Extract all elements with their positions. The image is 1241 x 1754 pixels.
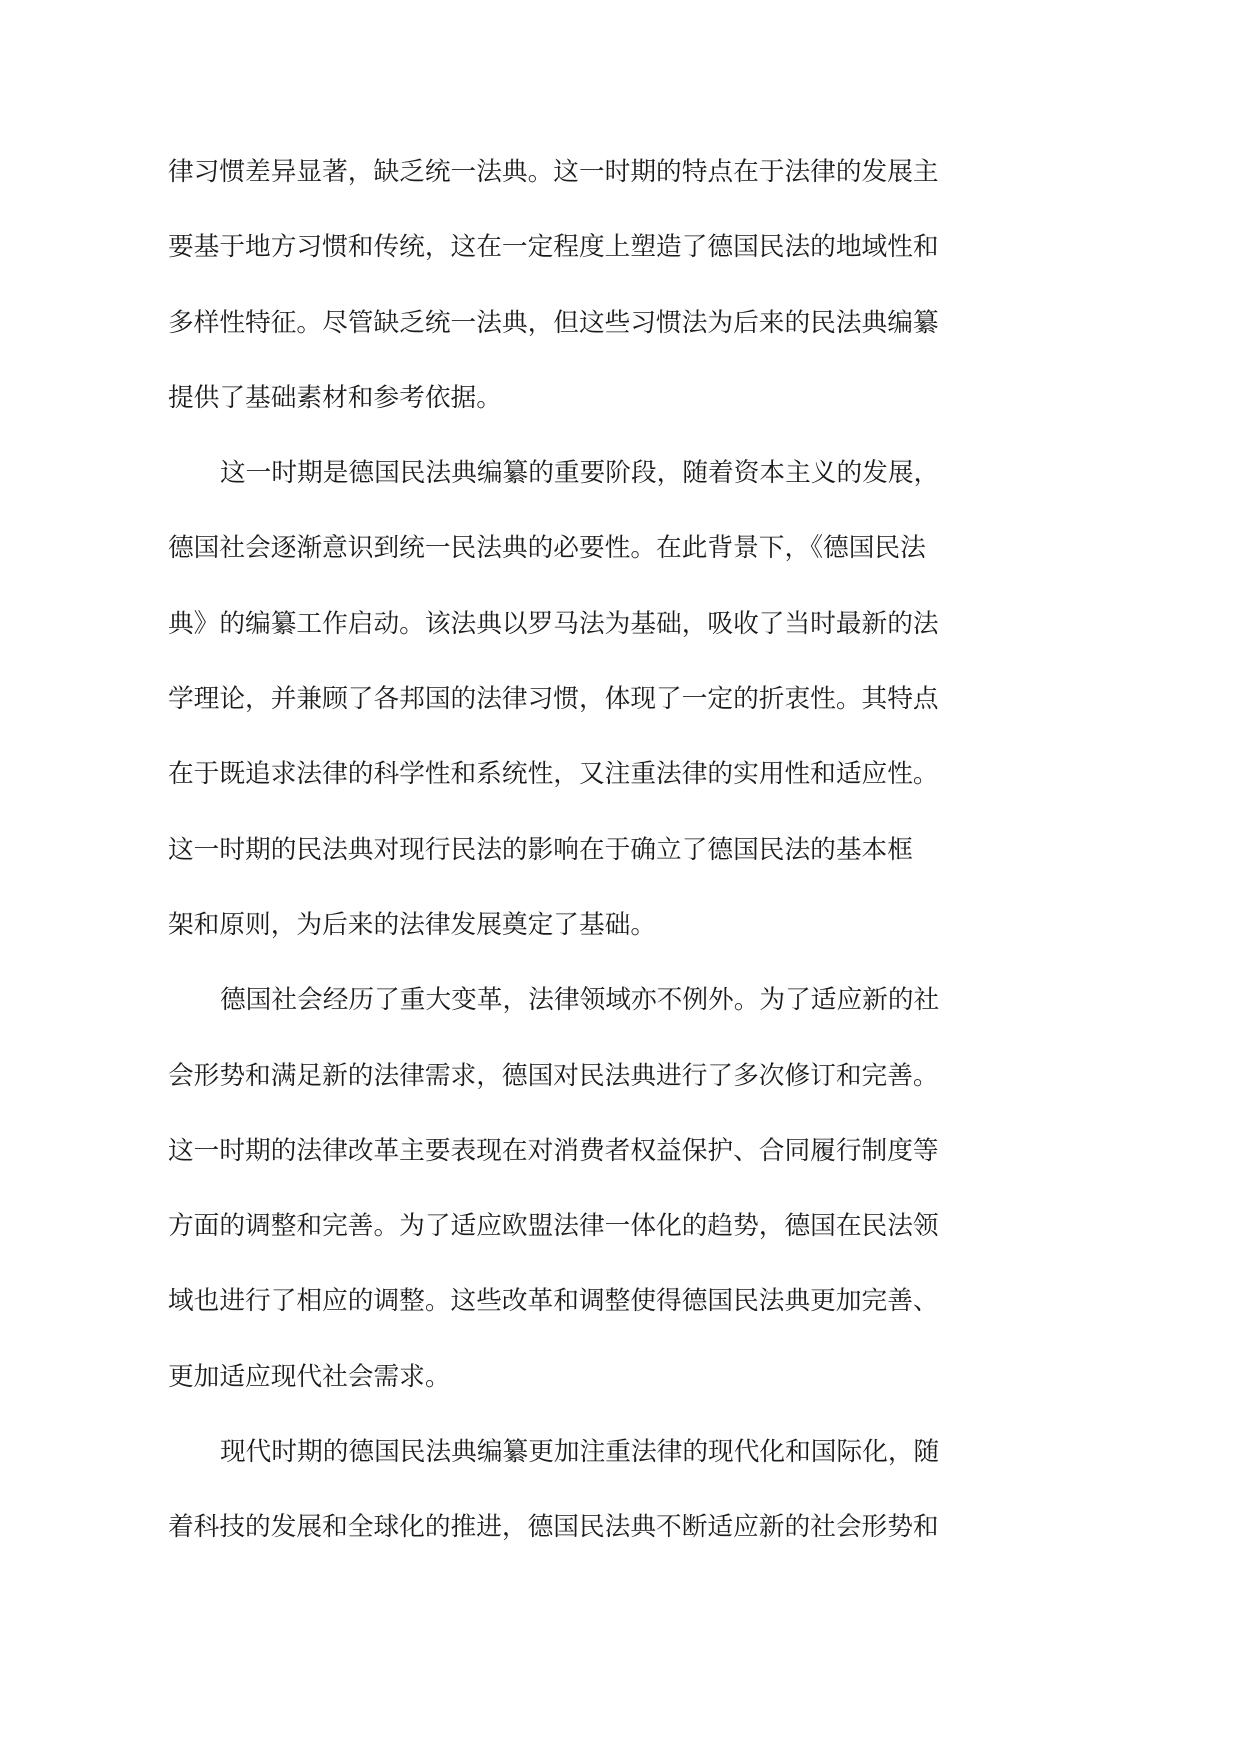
text-line: 这一时期的民法典对现行民法的影响在于确立了德国民法的基本框 (168, 834, 913, 865)
text-line: 德国社会逐渐意识到统一民法典的必要性。在此背景下，《德国民法 (168, 533, 926, 564)
text-line: 着科技的发展和全球化的推进，德国民法典不断适应新的社会形势和 (168, 1512, 939, 1543)
text-line: 更加适应现代社会需求。 (168, 1361, 451, 1392)
paragraph-customary-law (168, 135, 968, 436)
text-line: 在于既追求法律的科学性和系统性，又注重法律的实用性和适应性。 (168, 759, 939, 790)
text-line: 要基于地方习惯和传统，这在一定程度上塑造了德国民法的地域性和 (168, 232, 939, 263)
text-line: 多样性特征。尽管缺乏统一法典，但这些习惯法为后来的民法典编纂 (168, 307, 939, 338)
paragraph-modern-period (168, 1415, 968, 1566)
paragraph-reform (168, 963, 968, 1415)
text-line: 现代时期的德国民法典编纂更加注重法律的现代化和国际化，随 (220, 1437, 940, 1468)
text-line: 德国社会经历了重大变革，法律领域亦不例外。为了适应新的社 (220, 985, 940, 1016)
paragraph-codification (168, 436, 968, 963)
text-line: 典》的编纂工作启动。该法典以罗马法为基础，吸收了当时最新的法 (168, 608, 939, 639)
text-line: 这一时期的法律改革主要表现在对消费者权益保护、合同履行制度等 (168, 1135, 939, 1166)
text-line: 方面的调整和完善。为了适应欧盟法律一体化的趋势，德国在民法领 (168, 1211, 939, 1242)
text-line: 学理论，并兼顾了各邦国的法律习惯，体现了一定的折衷性。其特点 (168, 684, 939, 715)
text-line: 这一时期是德国民法典编纂的重要阶段，随着资本主义的发展， (220, 458, 940, 489)
text-line: 架和原则，为后来的法律发展奠定了基础。 (168, 909, 657, 940)
text-line: 会形势和满足新的法律需求，德国对民法典进行了多次修订和完善。 (168, 1060, 939, 1091)
body-text (168, 135, 968, 1566)
text-line: 律习惯差异显著，缺乏统一法典。这一时期的特点在于法律的发展主 (168, 157, 939, 187)
text-line: 提供了基础素材和参考依据。 (168, 382, 502, 413)
text-line: 域也进行了相应的调整。这些改革和调整使得德国民法典更加完善、 (168, 1286, 939, 1317)
